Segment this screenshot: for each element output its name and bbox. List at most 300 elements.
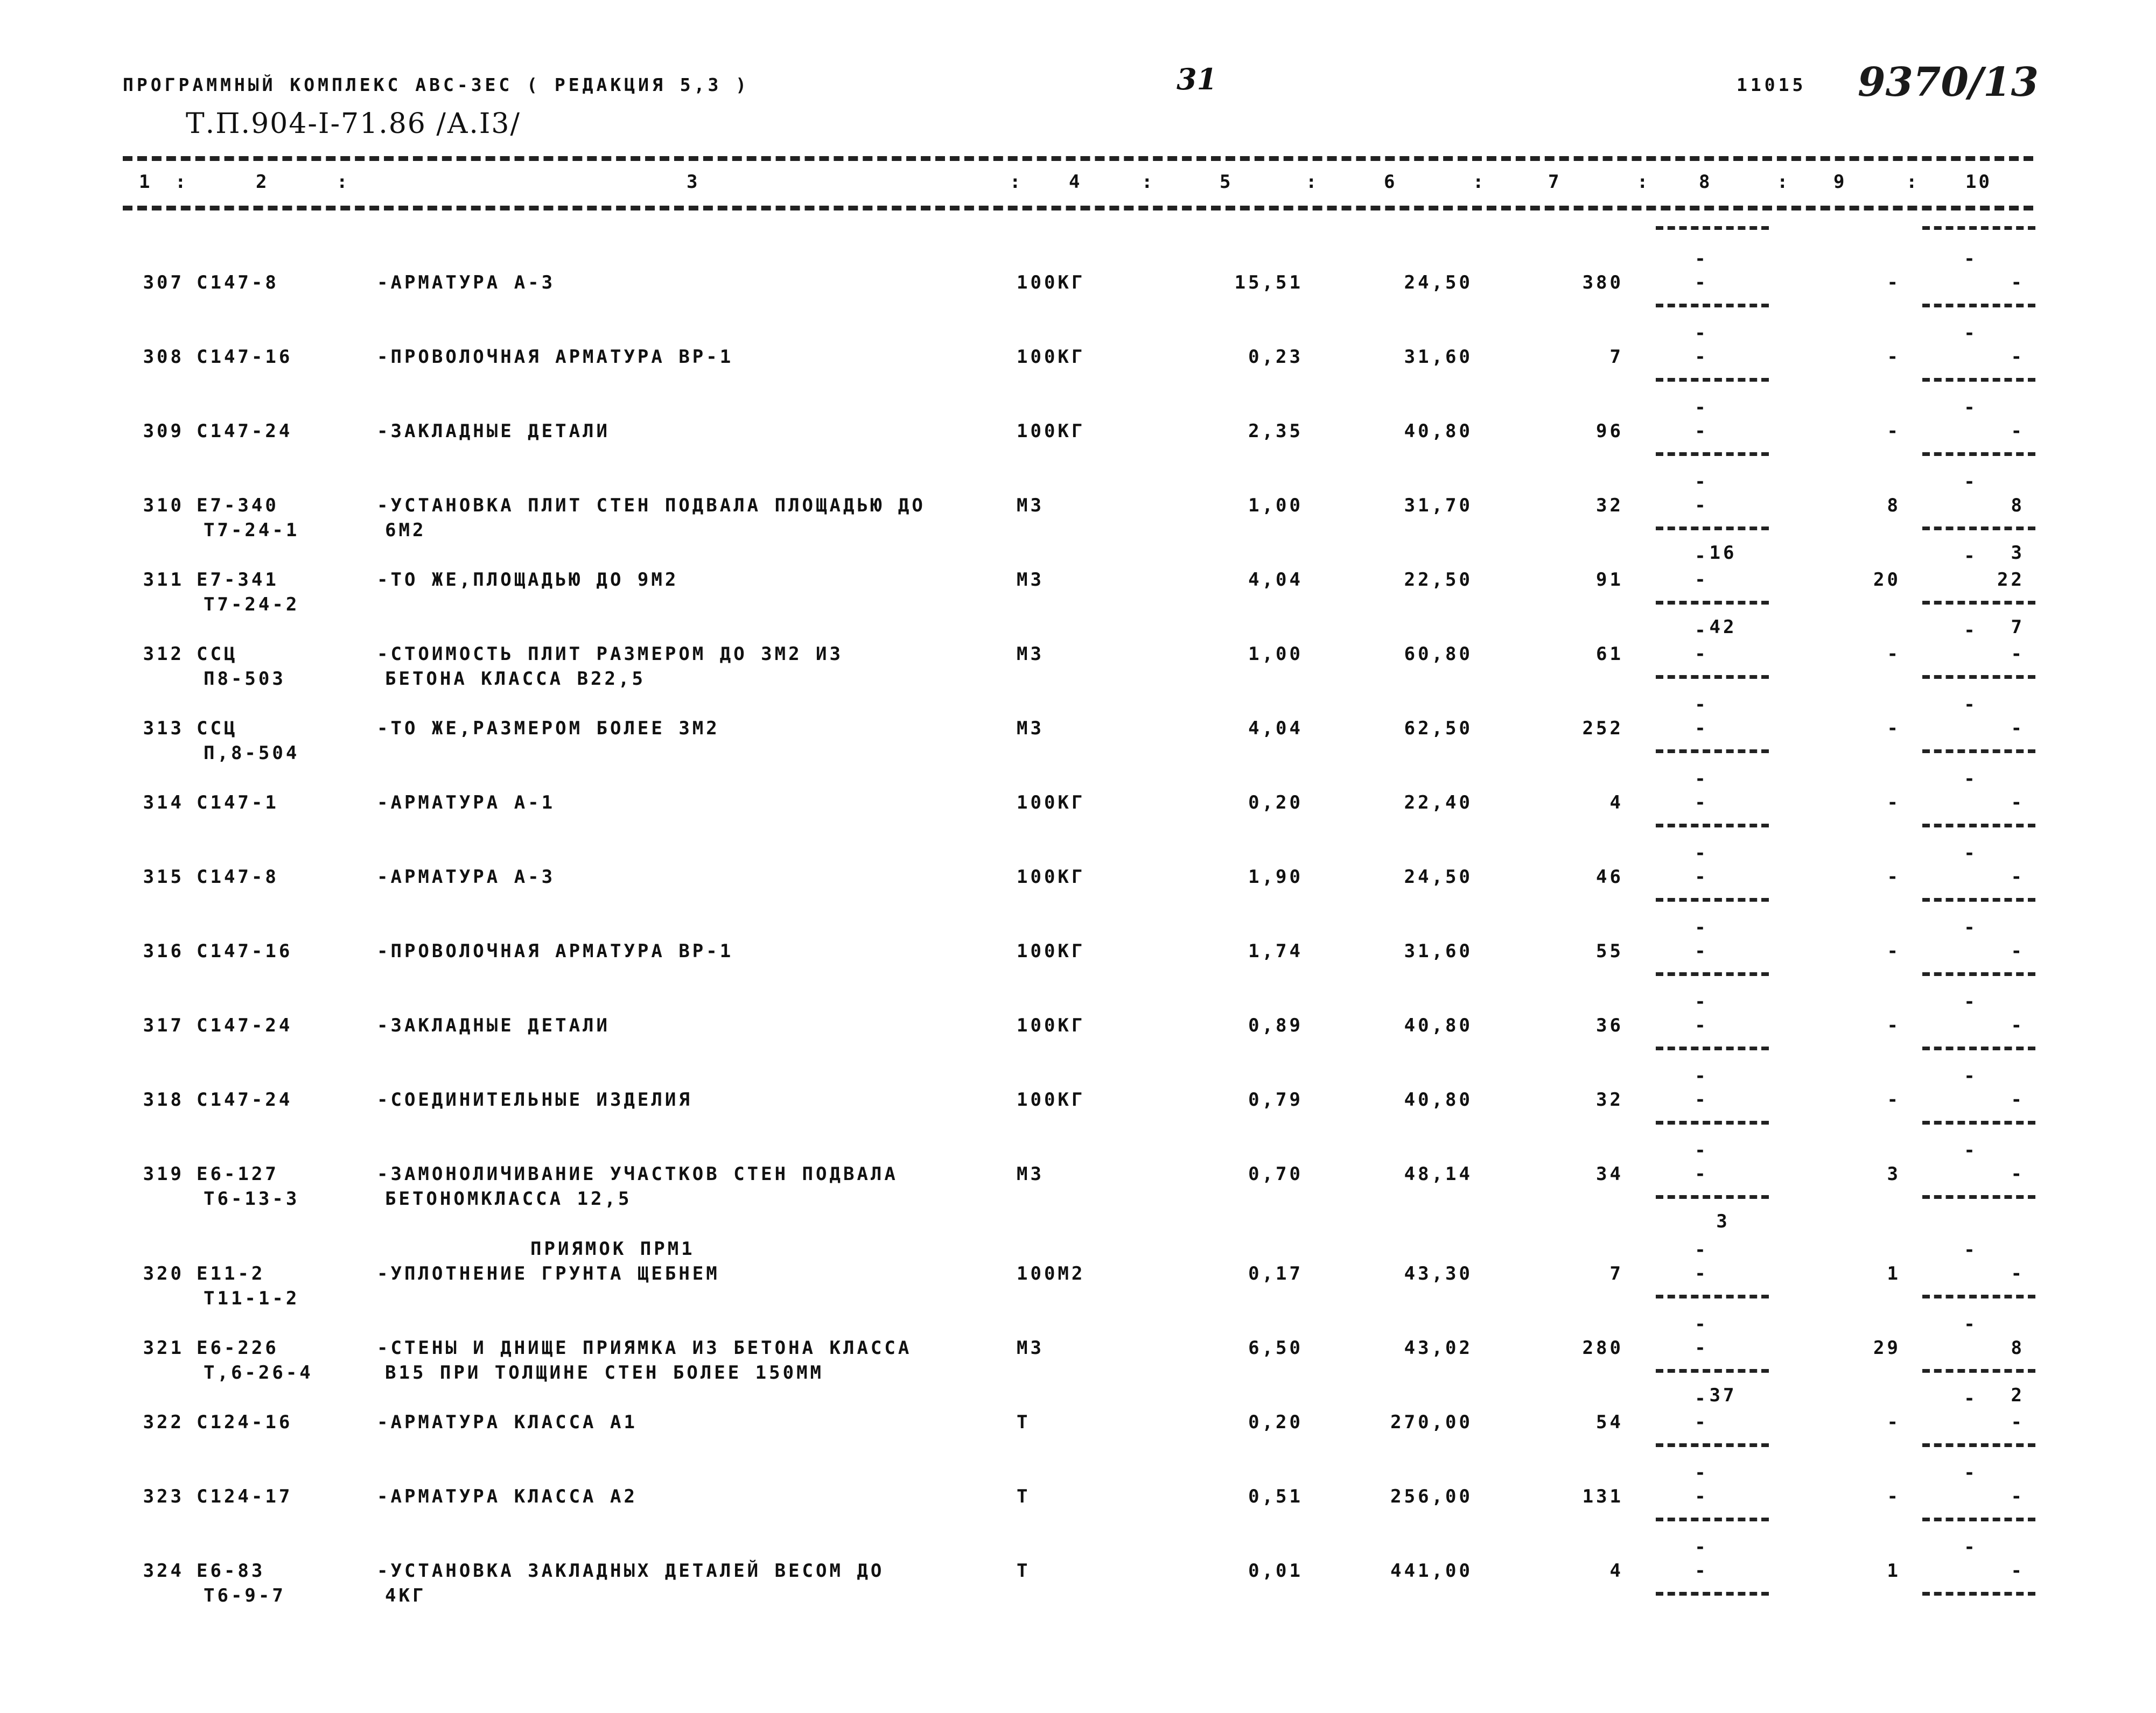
- row-code: С147-1: [197, 792, 279, 813]
- row-col9: -: [1887, 346, 1901, 368]
- column-header-3: 3: [687, 171, 700, 193]
- row-quantity: 1,90: [1248, 866, 1303, 888]
- row-total: 7: [1609, 1263, 1623, 1284]
- col8-upper-mark: -: [1695, 1536, 1709, 1558]
- row-col9: -: [1887, 940, 1901, 962]
- row-quantity: 4,04: [1248, 718, 1303, 739]
- row-unit-price: 31,60: [1404, 346, 1473, 368]
- row-unit-price: 270,00: [1390, 1412, 1473, 1433]
- column-header-4: 4: [1069, 171, 1082, 193]
- row-number: 316: [143, 940, 184, 962]
- col8-upper-mark: -: [1695, 397, 1709, 418]
- row-col9: -: [1887, 643, 1901, 665]
- row-unit-price: 24,50: [1404, 866, 1473, 888]
- row-description: -АРМАТУРА КЛАССА А2: [377, 1486, 638, 1507]
- column-header-8: 8: [1699, 171, 1712, 193]
- row-col10: -: [2011, 1163, 2025, 1185]
- row-code: ССЦ: [197, 643, 238, 665]
- column-separator: :: [1010, 171, 1021, 193]
- col8-dash-rule: [1656, 675, 1769, 679]
- row-quantity: 1,00: [1248, 643, 1303, 665]
- row-col10: -: [2011, 1486, 2025, 1507]
- row-code: Е7-340: [197, 495, 279, 516]
- col8-dash-rule: [1656, 378, 1769, 382]
- row-col8-subvalue: 37: [1709, 1385, 1737, 1406]
- row-code: С147-16: [197, 940, 293, 962]
- row-unit: 100КГ: [1017, 272, 1086, 293]
- column-header-10: 10: [1965, 171, 1992, 193]
- col10-upper-mark: -: [1964, 917, 1978, 938]
- row-col10: -: [2011, 272, 2025, 293]
- column-separator: :: [1473, 171, 1484, 193]
- row-unit-price: 31,60: [1404, 940, 1473, 962]
- row-description: -ЗАКЛАДНЫЕ ДЕТАЛИ: [377, 420, 610, 442]
- row-unit-price: 43,30: [1404, 1263, 1473, 1284]
- row-unit: 100КГ: [1017, 1015, 1086, 1036]
- col8-upper-mark: -: [1695, 545, 1709, 567]
- col8-upper-mark: -: [1695, 248, 1709, 270]
- row-code: П8-503: [204, 668, 286, 690]
- row-quantity: 0,51: [1248, 1486, 1303, 1507]
- col8-dash-rule: [1656, 1443, 1769, 1447]
- row-unit: М3: [1017, 718, 1044, 739]
- row-unit: Т: [1017, 1560, 1031, 1582]
- row-description: -ЗАМОНОЛИЧИВАНИЕ УЧАСТКОВ СТЕН ПОДВАЛА: [377, 1163, 898, 1185]
- row-description: -ПРОВОЛОЧНАЯ АРМАТУРА ВР-1: [377, 346, 734, 368]
- row-description: -АРМАТУРА А-3: [377, 866, 556, 888]
- row-total: 4: [1609, 1560, 1623, 1582]
- row-col8-subvalue: 3: [1716, 1211, 1730, 1232]
- col8-dash-rule: [1656, 304, 1769, 307]
- row-unit: 100КГ: [1017, 940, 1086, 962]
- row-number: 315: [143, 866, 184, 888]
- row-col10: 8: [2011, 1337, 2025, 1359]
- row-unit-price: 62,50: [1404, 718, 1473, 739]
- row-col10: 8: [2011, 495, 2025, 516]
- row-code: С147-24: [197, 420, 293, 442]
- row-unit-price: 256,00: [1390, 1486, 1473, 1507]
- row-total: 280: [1582, 1337, 1623, 1359]
- row-number: 320: [143, 1263, 184, 1284]
- row-total: 32: [1596, 495, 1623, 516]
- col10-upper-mark: -: [1964, 545, 1978, 567]
- row-col10: -: [2011, 346, 2025, 368]
- row-unit-price: 40,80: [1404, 1089, 1473, 1111]
- row-total: 32: [1596, 1089, 1623, 1111]
- col10-dash-rule: [1922, 749, 2035, 753]
- row-col9: -: [1887, 1486, 1901, 1507]
- row-number: 313: [143, 718, 184, 739]
- row-unit: 100КГ: [1017, 420, 1086, 442]
- row-number: 311: [143, 569, 184, 591]
- row-col10-subvalue: 3: [2011, 542, 2025, 564]
- row-number: 323: [143, 1486, 184, 1507]
- row-col9: 3: [1887, 1163, 1901, 1185]
- row-description: -ТО ЖЕ,ПЛОЩАДЬЮ ДО 9М2: [377, 569, 679, 591]
- row-code: С147-24: [197, 1015, 293, 1036]
- row-col8: -: [1695, 1015, 1709, 1036]
- col10-upper-mark: -: [1964, 1388, 1978, 1409]
- row-col8: -: [1695, 569, 1709, 591]
- row-code: С124-16: [197, 1412, 293, 1433]
- col8-dash-rule: [1656, 824, 1769, 827]
- col8-upper-mark: -: [1695, 620, 1709, 641]
- row-code: Т11-1-2: [204, 1288, 300, 1309]
- col10-upper-mark: -: [1964, 1314, 1978, 1335]
- doc-number: 11015: [1737, 74, 1807, 95]
- col8-upper-mark: -: [1695, 471, 1709, 493]
- col8-upper-mark: -: [1695, 768, 1709, 790]
- row-code: Т7-24-1: [204, 519, 300, 541]
- row-code: С124-17: [197, 1486, 293, 1507]
- column-separator: :: [1637, 171, 1648, 193]
- row-number: 312: [143, 643, 184, 665]
- column-header-6: 6: [1384, 171, 1397, 193]
- row-col10: 22: [1997, 569, 2025, 591]
- row-col9: -: [1887, 718, 1901, 739]
- row-number: 321: [143, 1337, 184, 1359]
- row-unit-price: 48,14: [1404, 1163, 1473, 1185]
- row-col10: -: [2011, 940, 2025, 962]
- row-col9: -: [1887, 1089, 1901, 1111]
- row-description: -УСТАНОВКА ЗАКЛАДНЫХ ДЕТАЛЕЙ ВЕСОМ ДО: [377, 1560, 885, 1582]
- row-unit: М3: [1017, 643, 1044, 665]
- row-col8: -: [1695, 940, 1709, 962]
- col8-upper-mark: -: [1695, 917, 1709, 938]
- row-col10: -: [2011, 1412, 2025, 1433]
- row-description: -ПРОВОЛОЧНАЯ АРМАТУРА ВР-1: [377, 940, 734, 962]
- col10-upper-mark: -: [1964, 397, 1978, 418]
- col8-upper-mark: -: [1695, 1314, 1709, 1335]
- col10-upper-mark: -: [1964, 322, 1978, 344]
- col10-upper-mark: -: [1964, 1462, 1978, 1484]
- row-unit: 100КГ: [1017, 866, 1086, 888]
- row-col8: -: [1695, 1560, 1709, 1582]
- row-col8: -: [1695, 272, 1709, 293]
- row-description: -ТО ЖЕ,РАЗМЕРОМ БОЛЕЕ 3М2: [377, 718, 720, 739]
- column-separator: :: [1906, 171, 1917, 193]
- program-line: ПРОГРАММНЫЙ КОМПЛЕКС АВС-ЗЕС ( РЕДАКЦИЯ 5,3 ): [123, 74, 750, 95]
- row-total: 4: [1609, 792, 1623, 813]
- row-unit: Т: [1017, 1412, 1031, 1433]
- col10-upper-mark: -: [1964, 1065, 1978, 1087]
- column-header-2: 2: [256, 171, 269, 193]
- page-number: 31: [1177, 62, 1217, 96]
- col10-upper-mark: -: [1964, 1140, 1978, 1161]
- row-quantity: 1,00: [1248, 495, 1303, 516]
- col8-upper-mark: -: [1695, 991, 1709, 1013]
- row-description: -СТОИМОСТЬ ПЛИТ РАЗМЕРОМ ДО 3М2 ИЗ: [377, 643, 843, 665]
- row-unit-price: 441,00: [1390, 1560, 1473, 1582]
- col8-upper-mark: -: [1695, 843, 1709, 864]
- row-description: -СТЕНЫ И ДНИЩЕ ПРИЯМКА ИЗ БЕТОНА КЛАССА: [377, 1337, 912, 1359]
- row-quantity: 2,35: [1248, 420, 1303, 442]
- row-description: -ЗАКЛАДНЫЕ ДЕТАЛИ: [377, 1015, 610, 1036]
- row-code: Е6-127: [197, 1163, 279, 1185]
- column-header-5: 5: [1220, 171, 1233, 193]
- row-description: БЕТОНА КЛАССА В22,5: [385, 668, 646, 690]
- col10-dash-rule: [1922, 675, 2035, 679]
- col8-dash-rule: [1656, 1195, 1769, 1199]
- row-unit: 100М2: [1017, 1263, 1086, 1284]
- row-col10-subvalue: 7: [2011, 616, 2025, 638]
- row-number: 324: [143, 1560, 184, 1582]
- col8-upper-mark: -: [1695, 694, 1709, 715]
- row-code: Е11-2: [197, 1263, 265, 1284]
- row-unit: 100КГ: [1017, 792, 1086, 813]
- row-unit-price: 40,80: [1404, 420, 1473, 442]
- row-unit-price: 43,02: [1404, 1337, 1473, 1359]
- row-code: Т,6-26-4: [204, 1362, 313, 1384]
- col10-dash-rule: [1922, 824, 2035, 827]
- row-col10: -: [2011, 1015, 2025, 1036]
- row-col8-subvalue: 16: [1709, 542, 1737, 564]
- row-number: 310: [143, 495, 184, 516]
- row-unit: М3: [1017, 495, 1044, 516]
- row-unit-price: 60,80: [1404, 643, 1473, 665]
- row-code: П,8-504: [204, 742, 300, 764]
- col10-dash-rule: [1922, 1195, 2035, 1199]
- col10-dash-rule: [1922, 972, 2035, 976]
- header-rule-top: [123, 156, 2033, 161]
- col10-upper-mark: -: [1964, 248, 1978, 270]
- row-col8: -: [1695, 495, 1709, 516]
- column-separator: :: [1306, 171, 1317, 193]
- row-col8: -: [1695, 1163, 1709, 1185]
- col10-dash-rule: [1922, 1369, 2035, 1373]
- col8-dash-rule: [1656, 1047, 1769, 1050]
- col10-dash-rule: [1922, 601, 2035, 605]
- row-unit: М3: [1017, 1163, 1044, 1185]
- row-total: 46: [1596, 866, 1623, 888]
- row-col8: -: [1695, 1089, 1709, 1111]
- row-col10: -: [2011, 1089, 2025, 1111]
- col10-upper-mark: -: [1964, 991, 1978, 1013]
- col10-dash-rule: [1922, 378, 2035, 382]
- col10-dash-rule: [1922, 1443, 2035, 1447]
- row-quantity: 0,89: [1248, 1015, 1303, 1036]
- row-code: Е6-226: [197, 1337, 279, 1359]
- row-col9: -: [1887, 420, 1901, 442]
- row-unit: 100КГ: [1017, 1089, 1086, 1111]
- col8-dash-rule: [1656, 972, 1769, 976]
- row-total: 252: [1582, 718, 1623, 739]
- row-code: ССЦ: [197, 718, 238, 739]
- row-unit: М3: [1017, 1337, 1044, 1359]
- row-col9: -: [1887, 1412, 1901, 1433]
- row-col10: -: [2011, 792, 2025, 813]
- row-col9: -: [1887, 1015, 1901, 1036]
- row-col8: -: [1695, 1263, 1709, 1284]
- row-number: 314: [143, 792, 184, 813]
- col8-upper-mark: -: [1695, 1388, 1709, 1409]
- col8-dash-rule: [1656, 749, 1769, 753]
- col10-dash-rule: [1922, 1592, 2035, 1596]
- row-number: 307: [143, 272, 184, 293]
- col10-upper-mark: -: [1964, 843, 1978, 864]
- column-separator: :: [337, 171, 348, 193]
- row-col9: 8: [1887, 495, 1901, 516]
- column-separator: :: [175, 171, 186, 193]
- row-number: 309: [143, 420, 184, 442]
- col10-dash-rule: [1922, 1295, 2035, 1298]
- col10-upper-mark: -: [1964, 1239, 1978, 1261]
- row-col9: 1: [1887, 1560, 1901, 1582]
- row-number: 319: [143, 1163, 184, 1185]
- row-code: С147-24: [197, 1089, 293, 1111]
- row-col9: -: [1887, 272, 1901, 293]
- col10-dash-rule: [1922, 1047, 2035, 1050]
- row-quantity: 15,51: [1234, 272, 1303, 293]
- row-unit-price: 22,50: [1404, 569, 1473, 591]
- col8-upper-mark: -: [1695, 1462, 1709, 1484]
- col8-dash-rule: [1656, 1592, 1769, 1596]
- col10-dash-rule: [1922, 898, 2035, 902]
- col10-dash-rule: [1922, 1518, 2035, 1521]
- row-code: Т7-24-2: [204, 594, 300, 615]
- col8-dash-rule: [1656, 1518, 1769, 1521]
- col8-dash-rule: [1656, 1369, 1769, 1373]
- row-col9: 20: [1873, 569, 1901, 591]
- row-unit-price: 24,50: [1404, 272, 1473, 293]
- section-heading: ПРИЯМОК ПРМ1: [530, 1238, 695, 1260]
- row-col8: -: [1695, 1337, 1709, 1359]
- row-col10-subvalue: 2: [2011, 1385, 2025, 1406]
- column-separator: :: [1777, 171, 1788, 193]
- row-total: 96: [1596, 420, 1623, 442]
- row-description: -АРМАТУРА КЛАССА А1: [377, 1412, 638, 1433]
- row-quantity: 0,20: [1248, 1412, 1303, 1433]
- row-quantity: 0,79: [1248, 1089, 1303, 1111]
- row-col9: 29: [1873, 1337, 1901, 1359]
- row-col9: -: [1887, 866, 1901, 888]
- row-col10: -: [2011, 1560, 2025, 1582]
- col10-dash-rule: [1922, 452, 2035, 456]
- row-code: С147-8: [197, 866, 279, 888]
- row-col9: -: [1887, 792, 1901, 813]
- row-total: 131: [1582, 1486, 1623, 1507]
- row-quantity: 0,17: [1248, 1263, 1303, 1284]
- row-col8: -: [1695, 792, 1709, 813]
- col8-dash-rule: [1656, 452, 1769, 456]
- row-description: В15 ПРИ ТОЛЩИНЕ СТЕН БОЛЕЕ 150ММ: [385, 1362, 824, 1384]
- row-description: -АРМАТУРА А-1: [377, 792, 556, 813]
- col8-upper-mark: -: [1695, 322, 1709, 344]
- row-quantity: 0,70: [1248, 1163, 1303, 1185]
- col10-dash-rule: [1922, 1121, 2035, 1125]
- row-col8: -: [1695, 346, 1709, 368]
- row-number: 318: [143, 1089, 184, 1111]
- project-code: Т.П.904-I-71.86 /А.I3/: [186, 108, 521, 140]
- row-number: 308: [143, 346, 184, 368]
- col8-dash-rule: [1656, 526, 1769, 530]
- row-total: 34: [1596, 1163, 1623, 1185]
- column-header-1: 1: [139, 171, 152, 193]
- row-col8: -: [1695, 1486, 1709, 1507]
- row-col8: -: [1695, 643, 1709, 665]
- row-description: -СОЕДИНИТЕЛЬНЫЕ ИЗДЕЛИЯ: [377, 1089, 692, 1111]
- row-col8: -: [1695, 718, 1709, 739]
- row-total: 380: [1582, 272, 1623, 293]
- row-quantity: 0,01: [1248, 1560, 1303, 1582]
- row-description: БЕТОНОМКЛАССА 12,5: [385, 1188, 632, 1210]
- row-unit-price: 40,80: [1404, 1015, 1473, 1036]
- row-unit: М3: [1017, 569, 1044, 591]
- row-col8: -: [1695, 420, 1709, 442]
- col10-dash-rule: [1922, 304, 2035, 307]
- col8-dash-rule: [1656, 1121, 1769, 1125]
- row-code: С147-8: [197, 272, 279, 293]
- column-header-7: 7: [1548, 171, 1562, 193]
- column-separator: :: [1142, 171, 1153, 193]
- row-quantity: 6,50: [1248, 1337, 1303, 1359]
- col8-dash-rule: [1656, 226, 1769, 230]
- row-unit-price: 22,40: [1404, 792, 1473, 813]
- row-total: 91: [1596, 569, 1623, 591]
- handwritten-doc-code: 9370/13: [1858, 59, 2039, 106]
- row-description: -АРМАТУРА А-3: [377, 272, 556, 293]
- row-quantity: 1,74: [1248, 940, 1303, 962]
- row-col10: -: [2011, 643, 2025, 665]
- row-code: Т6-9-7: [204, 1585, 286, 1606]
- row-code: Е7-341: [197, 569, 279, 591]
- col8-upper-mark: -: [1695, 1140, 1709, 1161]
- row-quantity: 4,04: [1248, 569, 1303, 591]
- col10-upper-mark: -: [1964, 694, 1978, 715]
- row-code: Е6-83: [197, 1560, 265, 1582]
- col10-dash-rule: [1922, 226, 2035, 230]
- row-col8: -: [1695, 1412, 1709, 1433]
- col8-dash-rule: [1656, 898, 1769, 902]
- row-unit: 100КГ: [1017, 346, 1086, 368]
- column-header-9: 9: [1833, 171, 1847, 193]
- col8-dash-rule: [1656, 601, 1769, 605]
- row-total: 61: [1596, 643, 1623, 665]
- col10-upper-mark: -: [1964, 1536, 1978, 1558]
- row-description: 6М2: [385, 519, 426, 541]
- row-description: 4КГ: [385, 1585, 426, 1606]
- col8-upper-mark: -: [1695, 1239, 1709, 1261]
- row-col10: -: [2011, 718, 2025, 739]
- row-number: 317: [143, 1015, 184, 1036]
- row-total: 54: [1596, 1412, 1623, 1433]
- row-quantity: 0,23: [1248, 346, 1303, 368]
- row-number: 322: [143, 1412, 184, 1433]
- col8-upper-mark: -: [1695, 1065, 1709, 1087]
- row-unit: Т: [1017, 1486, 1031, 1507]
- row-code: Т6-13-3: [204, 1188, 300, 1210]
- row-code: С147-16: [197, 346, 293, 368]
- col10-upper-mark: -: [1964, 620, 1978, 641]
- row-col8-subvalue: 42: [1709, 616, 1737, 638]
- row-description: -УСТАНОВКА ПЛИТ СТЕН ПОДВАЛА ПЛОЩАДЬЮ ДО: [377, 495, 926, 516]
- header-rule-bottom: [123, 206, 2033, 210]
- col10-upper-mark: -: [1964, 768, 1978, 790]
- row-col9: 1: [1887, 1263, 1901, 1284]
- row-col10: -: [2011, 866, 2025, 888]
- row-description: -УПЛОТНЕНИЕ ГРУНТА ЩЕБНЕМ: [377, 1263, 720, 1284]
- col10-upper-mark: -: [1964, 471, 1978, 493]
- row-unit-price: 31,70: [1404, 495, 1473, 516]
- row-col10: -: [2011, 1263, 2025, 1284]
- row-col8: -: [1695, 866, 1709, 888]
- col8-dash-rule: [1656, 1295, 1769, 1298]
- col10-dash-rule: [1922, 526, 2035, 530]
- row-total: 55: [1596, 940, 1623, 962]
- row-total: 7: [1609, 346, 1623, 368]
- row-total: 36: [1596, 1015, 1623, 1036]
- row-col10: -: [2011, 420, 2025, 442]
